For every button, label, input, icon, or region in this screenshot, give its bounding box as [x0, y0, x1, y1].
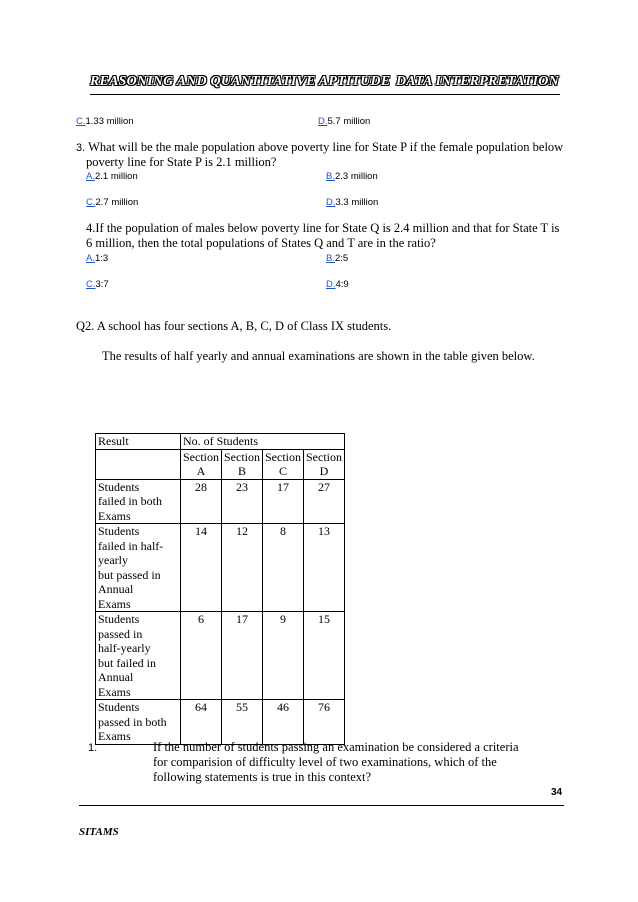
value-cell: 17: [263, 479, 304, 524]
q4-option-a[interactable]: [86, 253, 108, 264]
prev-option-c[interactable]: [76, 116, 134, 127]
q3-option-b[interactable]: [326, 171, 378, 182]
question-4-line2: 6 million, then the total populations of States Q and T are in the ratio?: [86, 236, 436, 250]
footer-rule: [79, 805, 564, 806]
option-text: 3.3 million: [335, 197, 379, 208]
q3-option-a[interactable]: [86, 171, 138, 182]
q4-option-b[interactable]: [326, 253, 348, 264]
row-label: Students passed in both Exams: [96, 700, 181, 745]
results-table: [95, 433, 345, 745]
option-text: 2:5: [334, 253, 349, 264]
table-row: [96, 524, 345, 612]
header-topic: DATA INTERPRETATION: [396, 74, 559, 89]
followup-line1: If the number of students passing an examination be considered a criteria: [153, 740, 519, 754]
option-text: 3:7: [95, 279, 109, 290]
option-letter[interactable]: D.: [326, 197, 336, 208]
row-label: Students failed in both Exams: [96, 479, 181, 524]
option-letter[interactable]: D.: [318, 116, 328, 127]
value-cell: 12: [222, 524, 263, 612]
value-cell: 17: [222, 612, 263, 700]
row-label: Students failed in half- yearly but passed in Annual Exams: [96, 524, 181, 612]
section-d-header: Section D: [304, 449, 345, 479]
question-number: 3.: [76, 142, 86, 154]
header-subject: REASONING AND QUANTITATIVE APTITUDE: [90, 74, 391, 89]
option-letter[interactable]: B.: [326, 171, 335, 182]
section-b-header: Section B: [222, 449, 263, 479]
table-row: [96, 479, 345, 524]
followup-line2: for comparision of difficulty level of two examinations, which of the: [153, 755, 497, 769]
value-cell: 76: [304, 700, 345, 745]
q2-subtitle: The results of half yearly and annual examinations are shown in the table given below.: [102, 349, 535, 363]
empty-cell: [96, 449, 181, 479]
question-text-line1: What will be the male population above poverty line for State P if the female population below: [88, 140, 564, 154]
option-text: 2.1 million: [94, 171, 138, 182]
q3-option-c[interactable]: [86, 197, 138, 208]
q2-title: Q2. A school has four sections A, B, C, D of Class IX students.: [76, 319, 392, 333]
value-cell: 14: [181, 524, 222, 612]
q4-option-c[interactable]: [86, 279, 109, 290]
option-text: 2.3 million: [334, 171, 378, 182]
section-a-header: Section A: [181, 449, 222, 479]
section-c-header: Section C: [263, 449, 304, 479]
table-row: [96, 612, 345, 700]
option-letter[interactable]: C.: [86, 279, 96, 290]
option-letter[interactable]: C.: [76, 116, 86, 127]
header-rule: [90, 94, 560, 95]
question-4-line1: 4.If the population of males below poverty line for State Q is 2.4 million and that for State T is: [86, 221, 560, 235]
page-header: [90, 74, 560, 96]
question-3-line2: poverty line for State P is 2.1 million?: [86, 155, 277, 169]
prev-option-d[interactable]: [318, 116, 370, 127]
header-no-of-students: No. of Students: [181, 434, 345, 450]
header-result: Result: [96, 434, 181, 450]
q4-option-d[interactable]: [326, 279, 349, 290]
followup-line3: following statements is true in this context?: [153, 770, 372, 784]
value-cell: 23: [222, 479, 263, 524]
table-section-row: [96, 449, 345, 479]
option-text: 4:9: [335, 279, 349, 290]
option-letter[interactable]: A.: [86, 171, 95, 182]
row-label: Students passed in half-yearly but failed in Annual Exams: [96, 612, 181, 700]
table-header-row: [96, 434, 345, 450]
option-letter[interactable]: D.: [326, 279, 336, 290]
footer-institution: SITAMS: [79, 826, 119, 838]
option-letter[interactable]: B.: [326, 253, 335, 264]
option-text: 2.7 million: [95, 197, 139, 208]
option-letter[interactable]: C.: [86, 197, 96, 208]
page-number: 34: [551, 787, 563, 798]
option-text: 1:3: [94, 253, 109, 264]
option-text: 5.7 million: [327, 116, 371, 127]
option-text: 1.33 million: [85, 116, 134, 127]
value-cell: 6: [181, 612, 222, 700]
value-cell: 13: [304, 524, 345, 612]
question-3: [76, 140, 576, 156]
table-row: [96, 700, 345, 745]
value-cell: 28: [181, 479, 222, 524]
q3-option-d[interactable]: [326, 197, 378, 208]
value-cell: 8: [263, 524, 304, 612]
option-letter[interactable]: A.: [86, 253, 95, 264]
value-cell: 9: [263, 612, 304, 700]
value-cell: 64: [181, 700, 222, 745]
value-cell: 46: [263, 700, 304, 745]
value-cell: 15: [304, 612, 345, 700]
followup-number: 1.: [88, 742, 98, 754]
value-cell: 55: [222, 700, 263, 745]
value-cell: 27: [304, 479, 345, 524]
